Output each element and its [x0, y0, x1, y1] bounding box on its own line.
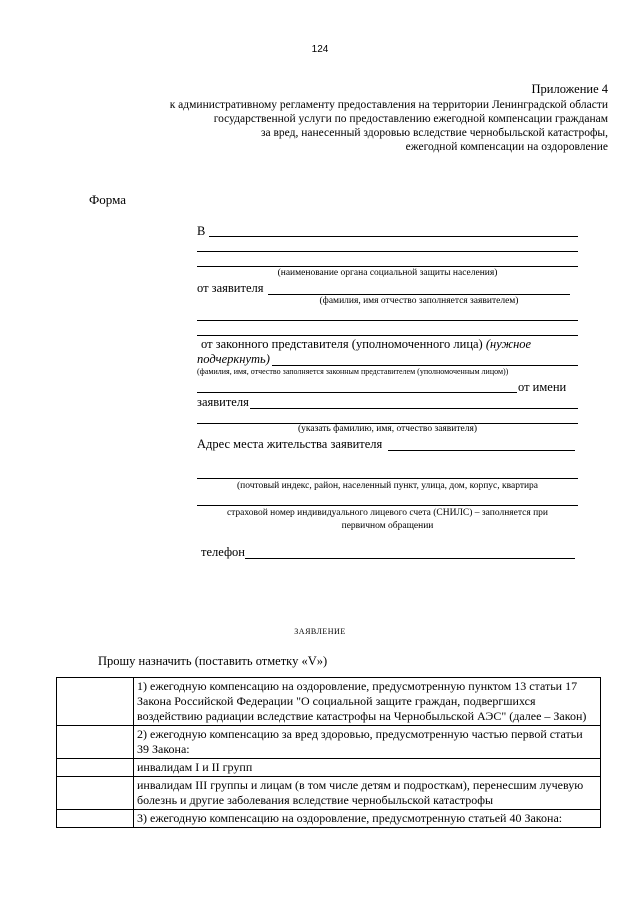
- name-field-line[interactable]: [250, 408, 578, 409]
- representative-field-line[interactable]: [197, 392, 517, 393]
- phone-field-line[interactable]: [245, 558, 575, 559]
- form-label: Форма: [89, 192, 126, 207]
- option-row: [57, 777, 601, 810]
- checkbox-cell[interactable]: [57, 810, 134, 828]
- appendix-line: за вред, нанесенный здоровью вследствие чернобыльской катастрофы,: [260, 127, 608, 139]
- option-text: инвалидам I и II групп: [134, 759, 601, 777]
- name-caption: (указать фамилию, имя, отчество заявителя): [297, 424, 477, 434]
- request-text: Прошу назначить (поставить отметку «V»): [98, 654, 328, 668]
- phone-label: телефон: [201, 545, 245, 559]
- option-row: [57, 759, 601, 777]
- checkbox-cell[interactable]: [57, 759, 134, 777]
- checkbox-cell[interactable]: [57, 678, 134, 726]
- on-behalf-label: от имени: [518, 380, 567, 394]
- organ-field-line[interactable]: [197, 251, 578, 252]
- checkbox-cell[interactable]: [57, 726, 134, 759]
- option-text: 2) ежегодную компенсацию за вред здоровью, предусмотренную частью первой статьи 39 Закона:: [134, 726, 601, 759]
- underline-note: подчеркнуть): [197, 352, 270, 366]
- option-row: [57, 678, 601, 726]
- appendix-line: к административному регламенту предоставления на территории Ленинградской области: [169, 99, 608, 111]
- option-text: инвалидам III группы и лицам (в том числе детям и подросткам), перенесшим лучевую болезнь и другие заболевания вследствие чернобыльской катастрофы: [134, 777, 601, 810]
- residence-field-line[interactable]: [388, 450, 575, 451]
- representative-caption: (фамилия, имя, отчество заполняется законным представителем (уполномоченным лицом)): [197, 367, 509, 376]
- to-label: В: [197, 224, 206, 238]
- option-row: [57, 726, 601, 759]
- page-number: 124: [311, 44, 329, 55]
- snils-caption: страховой номер индивидуального лицевого счета (СНИЛС) – заполняется при: [226, 508, 549, 518]
- residence-label: Адрес места жительства заявителя: [197, 437, 383, 451]
- option-text: 1) ежегодную компенсацию на оздоровление, предусмотренную пунктом 13 статьи 17 Закона Российской Федерации "О социальной защите граждан, подвергшихся воздействию радиации вследствие катастрофы на Чернобыльской АЭС" (далее – Закон): [134, 678, 601, 726]
- statement-heading: ЗАЯВЛЕНИЕ: [294, 627, 346, 636]
- snils-field-line[interactable]: [197, 505, 578, 506]
- applicant-field-line[interactable]: [197, 335, 578, 336]
- organ-caption: (наименование органа социальной защиты населения): [277, 268, 498, 278]
- options-table: [56, 677, 601, 828]
- representative-text: от законного представителя (уполномоченного лица): [201, 337, 483, 351]
- applicant-field-line[interactable]: [268, 294, 570, 295]
- applicant-label: от заявителя: [197, 281, 264, 295]
- organ-field-line[interactable]: [209, 236, 578, 237]
- applicant-word: заявителя: [197, 395, 249, 409]
- option-text: 3) ежегодную компенсацию на оздоровление, предусмотренную статьей 40 Закона:: [134, 810, 601, 828]
- applicant-caption: (фамилия, имя отчество заполняется заявителем): [319, 296, 519, 306]
- checkbox-cell[interactable]: [57, 777, 134, 810]
- snils-caption: первичном обращении: [341, 521, 434, 531]
- representative-label: [201, 337, 531, 352]
- option-row: [57, 810, 601, 828]
- representative-field-line[interactable]: [272, 365, 578, 366]
- residence-field-line[interactable]: [197, 478, 578, 479]
- organ-field-line[interactable]: [197, 266, 578, 267]
- appendix-line: государственной услуги по предоставлению ежегодной компенсации гражданам: [213, 113, 608, 125]
- address-caption: (почтовый индекс, район, населенный пункт, улица, дом, корпус, квартира: [236, 481, 539, 491]
- appendix-line: ежегодной компенсации на оздоровление: [405, 141, 608, 153]
- representative-note: (нужное: [485, 337, 532, 351]
- appendix-title: Приложение 4: [531, 82, 608, 96]
- applicant-field-line[interactable]: [197, 320, 578, 321]
